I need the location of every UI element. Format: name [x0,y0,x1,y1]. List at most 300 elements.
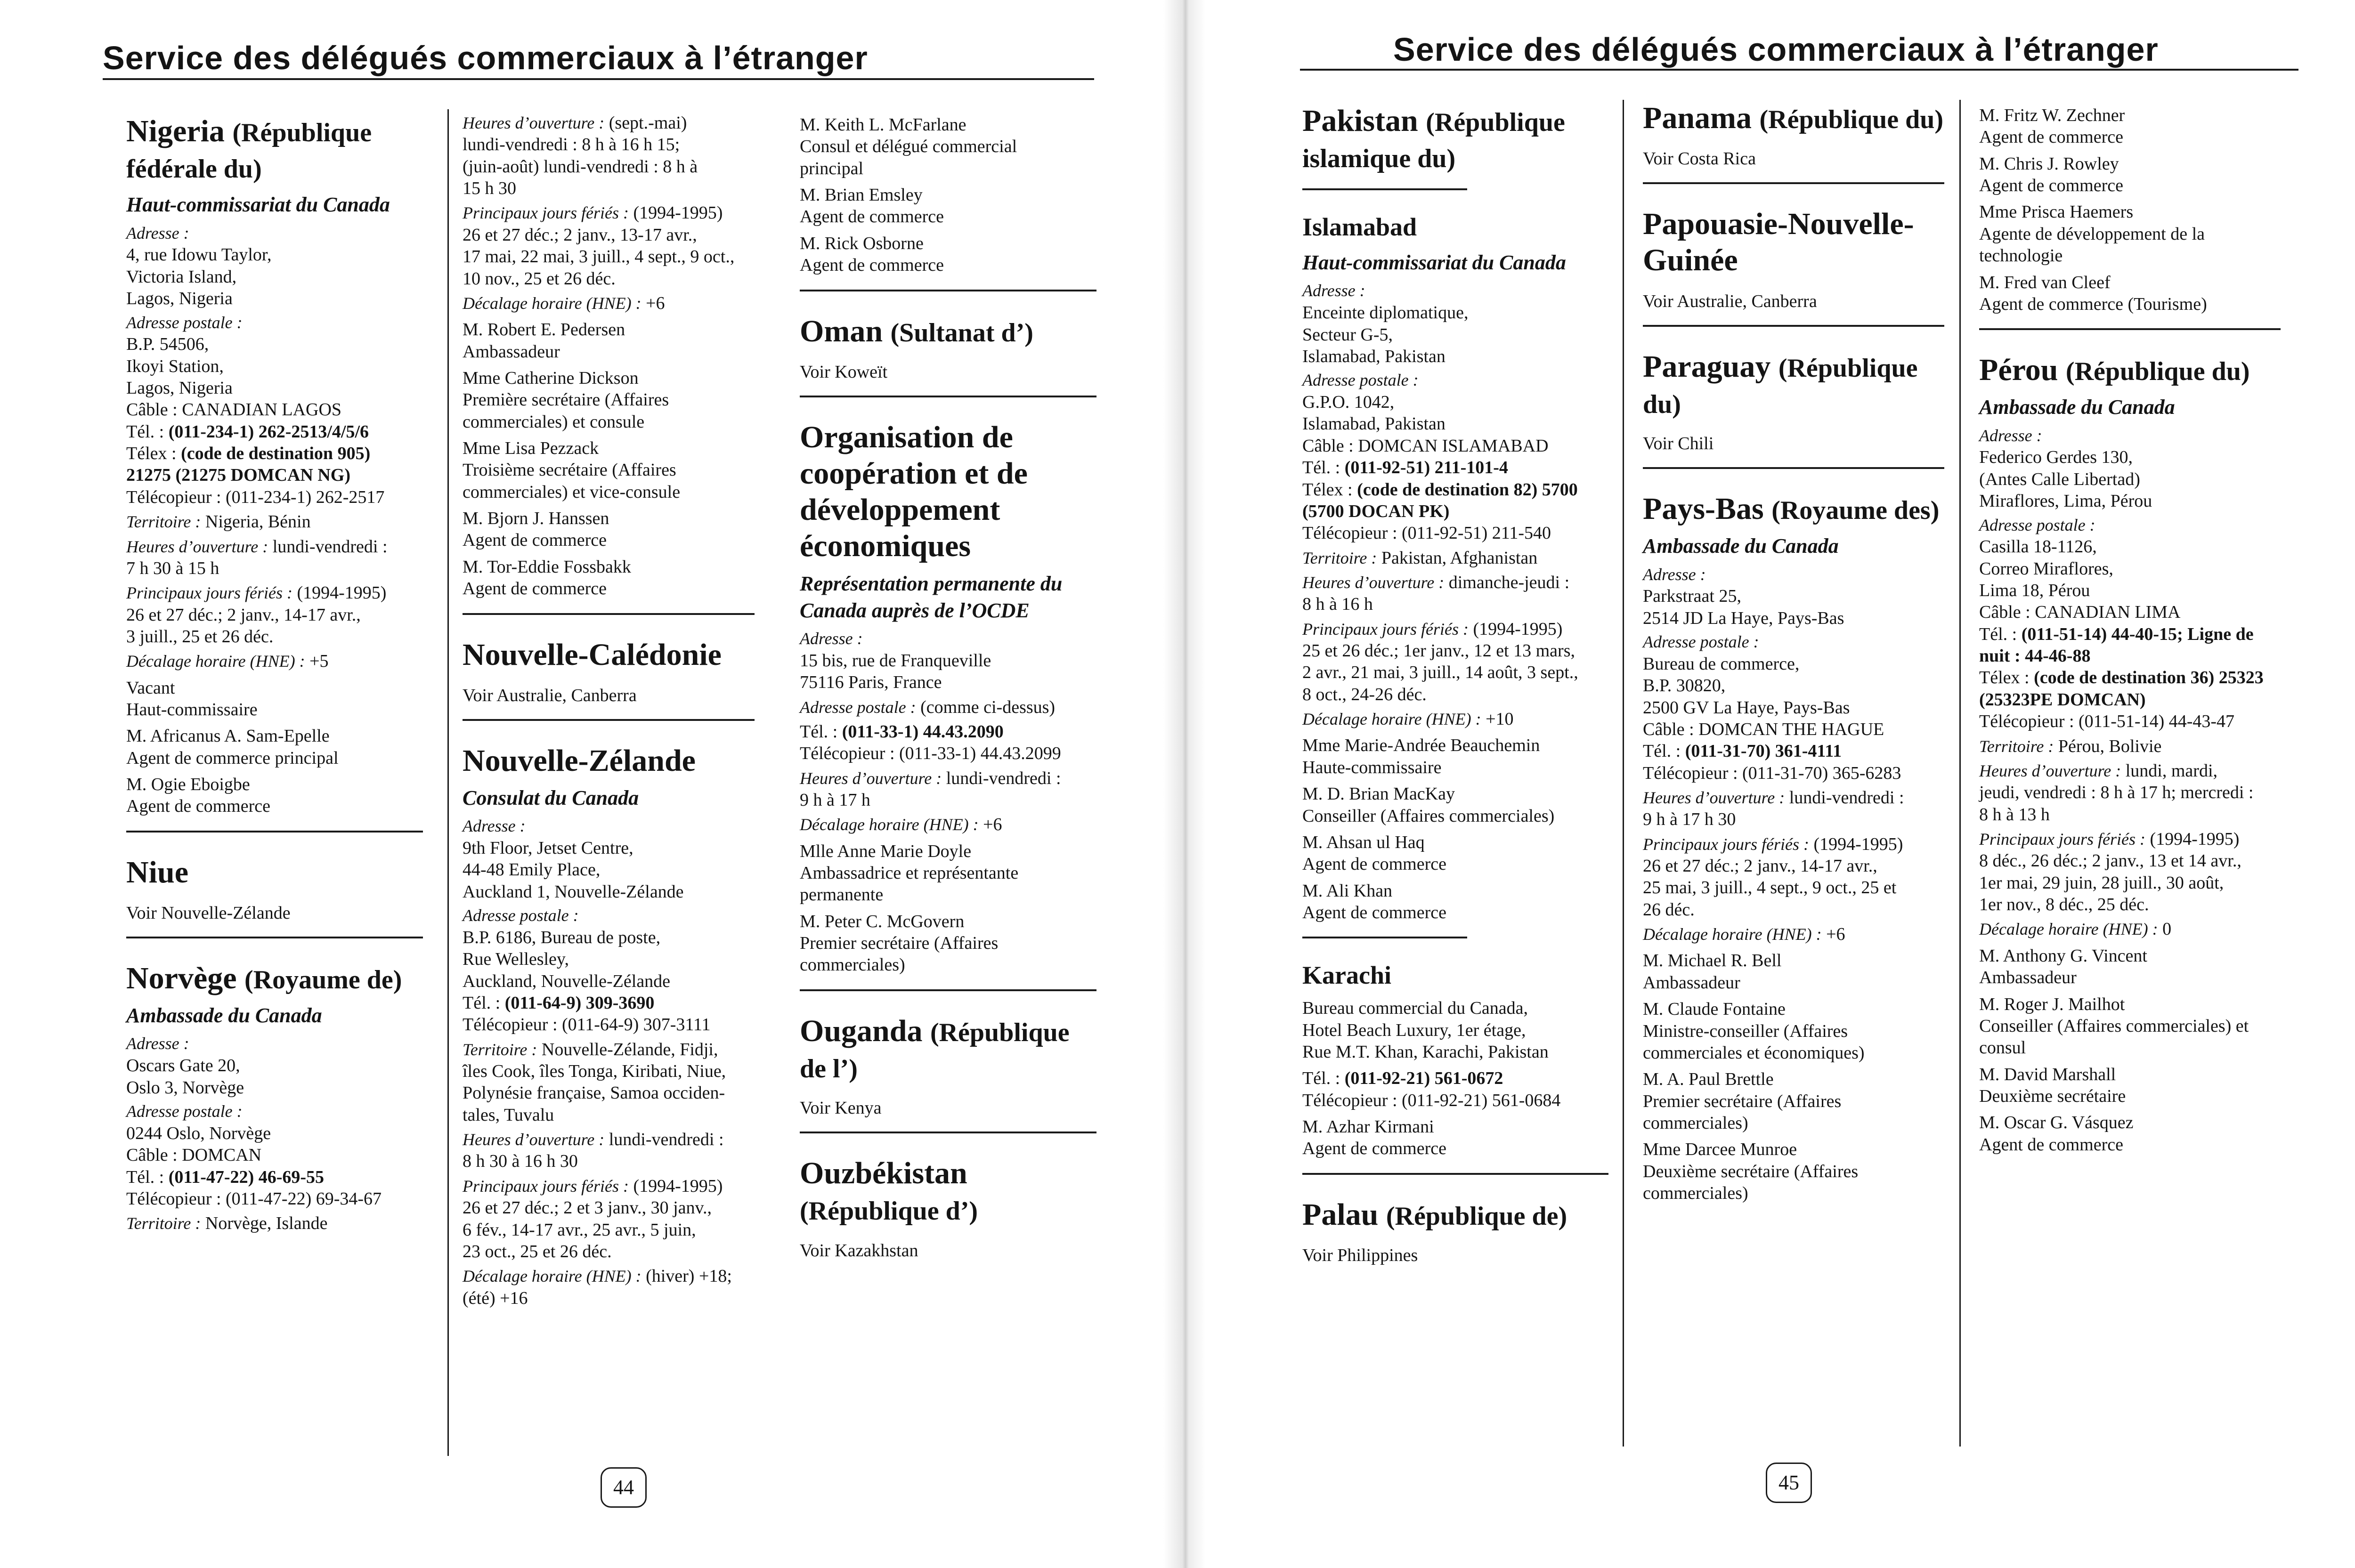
staff-member [1302,783,1608,827]
column [126,113,423,1237]
field-value: (1994-1995) 26 et 27 déc.; 2 et 3 janv., 30 janv., 6 fév., 14-17 avr., 25 avr., 5 juin, 23 oct., 25 et 26 déc. [463,1176,723,1261]
staff-title: Agent de commerce [1979,1134,2123,1155]
contact-label: Tél. : [1302,1068,1340,1089]
staff-name: M. Oscar G. Vásquez [1979,1113,2134,1133]
field-value: 15 bis, rue de Franqueville 75116 Paris, France [800,650,991,693]
country-name: Pakistan [1302,104,1418,138]
cross-reference: Voir Nouvelle-Zélande [126,903,291,923]
field-label: Principaux jours fériés : [126,583,292,603]
staff-title: Deuxième secrétaire [1979,1086,2126,1106]
staff-member [1302,880,1608,924]
staff-title: Agent de commerce [1302,903,1446,922]
contact-value: (011-64-9) 309-3690 [504,993,655,1013]
staff-name: M. Ahsan ul Haq [1302,832,1425,852]
contact-value: (011-33-1) 44.43.2090 [842,721,1004,742]
field-value: dimanche-jeudi : 8 h à 16 h [1302,572,1570,614]
contact-line [1302,1067,1608,1089]
country-title [1643,100,1944,136]
contact-line [1302,457,1608,478]
country-title [1302,1196,1608,1233]
staff-member [1979,1064,2281,1107]
mission-name: Représentation permanente du Canada auprès de l’OCDE [800,572,1063,622]
staff-name: M. Robert E. Pedersen [463,320,625,340]
contact-label: Télécopieur : [1302,523,1397,543]
contact-label: Télécopieur : [126,487,221,507]
contact-line [800,721,1096,743]
staff-name: Mme Marie-Andrée Beauchemin [1302,736,1540,756]
country-name: Nigeria [126,114,225,148]
contact-value: DOMCAN [182,1145,262,1165]
directory-entry [1979,105,2281,315]
field-value: lundi-vendredi : 8 h 30 à 16 h 30 [463,1130,724,1172]
contact-value: DOMCAN THE HAGUE [1698,719,1884,739]
column [1643,100,1944,1209]
contact-label: Télécopieur : [1302,1090,1397,1110]
staff-title: Conseiller (Affaires commerciales) et consul [1979,1016,2249,1058]
country-qualifier: (République de l’) [800,1018,1070,1084]
field-label: Adresse : [126,1034,189,1053]
country-title [800,419,1096,565]
field-value: +10 [1486,709,1514,729]
field-label: Heures d’ouverture : [1302,573,1445,592]
section-rule [800,1132,1096,1133]
staff-name: M. Rick Osborne [800,233,924,253]
field-value: Nigeria, Bénin [205,512,311,532]
staff-member [1979,153,2281,197]
staff-name: Mme Lisa Pezzack [463,438,599,459]
contact-value: (011-92-51) 211-101-4 [1344,458,1508,478]
staff-title: Agente de développement de la technologie [1979,224,2205,266]
staff-title: Agent de commerce [800,255,944,275]
contact-label: Câble : [1302,436,1354,456]
field-line [463,1175,755,1262]
directory-entry [463,719,755,1309]
mission-name: Ambassade du Canada [1643,534,1839,558]
contact-label: Câble : [126,1145,178,1165]
contact-value: CANADIAN LAGOS [182,400,342,420]
staff-member [463,437,755,503]
staff-name: M. Fritz W. Zechner [1979,105,2125,125]
mission-name: Consulat du Canada [463,786,639,809]
section-rule [126,937,423,938]
staff-title: Troisième secrétaire (Affaires commerciales) et vice-consule [463,460,681,502]
directory-entry [1302,1173,1608,1266]
field-value: Casilla 18-1126, Correo Miraflores, Lima 18, Pérou [1979,537,2113,601]
header-rule [1300,69,2298,71]
field-value: lundi-vendredi : 7 h 30 à 15 h [126,536,388,578]
staff-member [1302,1116,1608,1160]
section-rule [1302,937,1467,938]
staff-title: Ministre-conseiller (Affaires commerciales et économiques) [1643,1021,1865,1063]
country-name: Panama [1643,101,1752,135]
country-qualifier: (République de) [1386,1201,1567,1231]
contact-label: Télécopieur : [1979,711,2074,732]
contact-line [1643,740,1944,762]
field-line [463,292,755,314]
field-label: Principaux jours fériés : [463,203,629,223]
field-label: Heures d’ouverture : [800,768,942,788]
field-label: Heures d’ouverture : [1643,788,1785,807]
country-qualifier: (Royaume de) [244,965,402,995]
staff-name: M. David Marshall [1979,1064,2116,1084]
field-line [126,1212,423,1234]
country-qualifier: (République d’) [800,1196,978,1226]
country-title [126,113,423,186]
field-value: lundi, mardi, jeudi, vendredi : 8 h à 17 h; mercredi : 8 h à 13 h [1979,760,2254,824]
country-qualifier: (Royaume des) [1771,496,1940,525]
section-rule [463,613,755,615]
field-label: Décalage horaire (HNE) : [463,1267,642,1286]
country-name: Organisation de coopération et de développement économiques [800,420,1028,564]
city-title: Islamabad [1302,213,1417,242]
field-line [1643,833,1944,921]
staff-member [1979,1112,2281,1156]
country-name: Oman [800,314,883,348]
staff-title: Agent de commerce [126,796,270,816]
contact-value: (011-92-51) 211-540 [1402,523,1551,543]
field-line [463,202,755,289]
country-title [463,743,755,779]
field-line [1302,708,1608,730]
country-title [463,637,755,673]
city-title: Karachi [1302,961,1391,990]
staff-member [126,725,423,769]
field-label: Territoire : [1302,548,1377,567]
field-label: Décalage horaire (HNE) : [463,293,642,313]
staff-name: M. D. Brian MacKay [1302,784,1455,804]
contact-value: (011-31-70) 365-6283 [1742,763,1901,783]
contact-value: (011-51-14) 44-43-47 [2079,711,2235,732]
field-value: (1994-1995) 26 et 27 déc.; 2 janv., 14-17 avr., 3 juill., 25 et 26 déc. [126,583,387,647]
page-number: 44 [601,1467,647,1508]
contact-line [463,992,755,1014]
field-value: 0244 Oslo, Norvège [126,1123,271,1143]
directory-entry [800,114,1096,276]
staff-title: Agent de commerce (Tourisme) [1979,294,2207,314]
country-name: Palau [1302,1197,1379,1232]
contact-label: Tél. : [1643,741,1681,761]
field-label: Décalage horaire (HNE) : [1979,920,2158,939]
country-title [800,1013,1096,1085]
field-value: Pérou, Bolivie [2058,736,2162,756]
column [800,109,1096,1269]
staff-title: Ambassadeur [463,341,560,362]
field-line [800,814,1096,835]
staff-title: Agent de commerce [463,579,607,599]
staff-title: Agent de commerce principal [126,748,339,768]
section-rule [1643,182,1944,184]
mission-name: Ambassade du Canada [1979,396,2175,419]
country-title [126,854,423,890]
contact-value: (011-234-1) 262-2517 [226,487,385,507]
country-name: Pays-Bas [1643,492,1764,526]
field-value: Nouvelle-Zélande, Fidji, îles Cook, îles Tonga, Kiribati, Niue, Polynésie française, Samoa occiden- tales, Tuvalu [463,1039,726,1125]
country-title [1979,352,2281,388]
field-label: Adresse : [1302,281,1365,300]
field-value: Federico Gerdes 130, (Antes Calle Libertad) Miraflores, Lima, Pérou [1979,447,2152,511]
staff-name: Mme Prisca Haemers [1979,202,2134,222]
contact-label: Tél. : [126,421,164,442]
field-value: +6 [983,815,1002,835]
staff-member [1643,1068,1944,1134]
field-line [463,1129,755,1172]
staff-member [126,677,423,721]
staff-member [1643,950,1944,994]
field-label: Heures d’ouverture : [463,1130,605,1149]
staff-title: Agent de commerce [463,530,607,550]
field-label: Adresse postale : [126,313,243,332]
directory-entry [463,613,755,706]
directory-entry [1302,103,1608,175]
contact-line [1302,479,1608,523]
field-label: Territoire : [126,1214,201,1233]
country-name: Paraguay [1643,349,1771,384]
staff-title: Conseiller (Affaires commerciales) [1302,806,1555,826]
directory-entry [1302,937,1608,1159]
staff-title: Premier secrétaire (Affaires commerciales) [1643,1091,1842,1133]
field-line [1979,736,2281,757]
contact-value: (011-92-21) 561-0672 [1344,1068,1503,1089]
staff-name: M. Keith L. McFarlane [800,115,966,135]
field-line [463,1265,755,1309]
field-value: Pakistan, Afghanistan [1381,548,1538,568]
field-value: Enceinte diplomatique, Secteur G-5, Islamabad, Pakistan [1302,303,1469,366]
staff-name: Mme Catherine Dickson [463,368,639,388]
contact-label: Câble : [1979,602,2030,622]
cross-reference: Voir Kenya [800,1098,882,1118]
field-label: Décalage horaire (HNE) : [126,652,305,671]
staff-name: M. Peter C. McGovern [800,911,965,931]
field-line [1643,787,1944,831]
country-qualifier: (République du) [1759,105,1944,134]
contact-value: DOMCAN ISLAMABAD [1358,436,1549,456]
column [1979,100,2281,1160]
staff-title: Ambassadrice et représentante permanente [800,863,1019,905]
country-qualifier: (République islamique du) [1302,108,1565,174]
contact-line [1979,711,2281,732]
staff-name: M. Chris J. Rowley [1979,154,2119,174]
staff-name: M. Fred van Cleef [1979,272,2111,292]
contact-value: (011-64-9) 307-3111 [562,1015,711,1035]
staff-title: Deuxième secrétaire (Affaires commerciales) [1643,1161,1859,1204]
contact-label: Tél. : [1979,624,2017,644]
field-line [126,536,423,580]
staff-title: Agent de commerce [1979,176,2123,196]
cross-reference: Voir Chili [1643,434,1714,454]
field-value: (1994-1995) 25 et 26 déc.; 1er janv., 12 et 13 mars, 2 avr., 21 mai, 3 juill., 14 août, 3 sept., 8 oct., 24-26 déc. [1302,619,1578,704]
contact-value: (011-33-1) 44.43.2099 [899,744,1061,764]
contact-label: Câble : [1643,719,1694,739]
staff-member [800,841,1096,906]
contact-line [1979,667,2281,711]
contact-line [1643,719,1944,740]
field-value: (hiver) +18; (été) +16 [463,1266,732,1308]
column-divider [1623,100,1624,1447]
directory-entry [126,831,423,923]
staff-name: M. Roger J. Mailhot [1979,994,2125,1014]
contact-value: (011-31-70) 361-4111 [1685,741,1842,761]
staff-name: Mme Darcee Munroe [1643,1140,1797,1160]
staff-member [463,367,755,433]
contact-line [1643,762,1944,784]
field-label: Principaux jours fériés : [1302,619,1469,639]
staff-title: Première secrétaire (Affaires commerciales) et consule [463,390,669,432]
field-value: 0 [2162,919,2172,939]
country-name: Norvège [126,961,237,996]
staff-member [1979,105,2281,148]
field-line [126,511,423,533]
country-title [1302,103,1608,175]
country-name: Pérou [1979,353,2058,388]
country-title [1643,206,1944,278]
staff-member [1979,272,2281,315]
contact-label: Tél. : [463,993,501,1013]
directory-entry [800,396,1096,976]
staff-name: M. Anthony G. Vincent [1979,946,2147,966]
contact-label: Télex : [1302,479,1353,500]
field-line [1979,828,2281,915]
country-qualifier: (République du) [2065,357,2250,387]
field-label: Adresse : [1643,565,1706,584]
section-rule [1979,328,2281,330]
field-value: (1994-1995) 8 déc., 26 déc.; 2 janv., 13 et 14 avr., 1er mai, 29 juin, 28 juill., 30 août, 1er nov., 8 déc., 25 déc. [1979,829,2241,915]
staff-name: M. A. Paul Brettle [1643,1069,1774,1090]
page-header: Service des délégués commerciaux à l’étranger [103,40,868,76]
staff-member [1302,832,1608,875]
office-address: Bureau commercial du Canada, Hotel Beach Luxury, 1er étage, Rue M.T. Khan, Karachi, Pakistan [1302,998,1549,1062]
country-name: Ouzbékistan [800,1156,967,1191]
country-qualifier: (République fédérale du) [126,118,372,184]
staff-name: M. Africanus A. Sam-Epelle [126,726,330,746]
contact-label: Télécopieur : [1643,763,1738,783]
section-rule [126,831,423,832]
staff-member [463,556,755,600]
contact-label: Télécopieur : [463,1015,558,1035]
field-label: Adresse : [800,629,863,648]
staff-name: M. Brian Emsley [800,185,923,205]
field-label: Adresse postale : [126,1101,243,1121]
mission-name: Ambassade du Canada [126,1004,322,1027]
field-line [1643,923,1944,945]
cross-reference: Voir Costa Rica [1643,149,1756,169]
contact-value: (011-47-22) 69-34-67 [226,1188,382,1209]
staff-name: M. Claude Fontaine [1643,999,1786,1019]
field-label: Territoire : [463,1040,537,1059]
page-header: Service des délégués commerciaux à l’étranger [1393,31,2159,68]
field-label: Décalage horaire (HNE) : [800,815,979,834]
field-value: B.P. 54506, Ikoyi Station, Lagos, Nigeria [126,334,233,398]
contact-label: Télex : [126,444,177,464]
field-value: 4, rue Idowu Taylor, Victoria Island, Lagos, Nigeria [126,245,272,309]
field-label: Heures d’ouverture : [1979,761,2121,780]
staff-member [1302,735,1608,778]
field-label: Décalage horaire (HNE) : [1302,710,1481,729]
staff-title: Agent de commerce [1302,854,1446,874]
country-name: Papouasie-Nouvelle-Guinée [1643,207,1914,278]
section-rule [1643,325,1944,327]
field-label: Adresse : [1979,426,2042,445]
staff-name: M. Ali Khan [1302,881,1393,901]
contact-label: Télécopieur : [800,744,895,764]
staff-title: Ambassadeur [1643,972,1740,993]
contact-value: (code de destination 36) 25323 (25323PE DOMCAN) [1979,668,2264,710]
column-divider [447,109,449,1456]
staff-title: Agent de commerce [1302,1139,1446,1159]
field-line [1302,572,1608,615]
contact-label: Télécopieur : [126,1188,221,1209]
staff-name: M. Tor-Eddie Fossbakk [463,557,631,577]
contact-line [126,1166,423,1188]
column [463,109,755,1312]
field-line [463,1039,755,1126]
field-label: Adresse postale : [1979,515,2095,534]
field-value: (comme ci-dessus) [920,697,1056,717]
contact-line [800,743,1096,764]
field-value: lundi-vendredi : 9 h à 17 h 30 [1643,787,1904,830]
field-line [126,650,423,672]
field-value: Norvège, Islande [205,1213,328,1234]
directory-entry [1643,100,1944,169]
field-value: (sept.-mai) lundi-vendredi : 8 h à 16 h 15; (juin-août) lundi-vendredi : 8 h à 15 h 30 [463,113,698,199]
field-value: +6 [646,293,665,313]
country-name: Nouvelle-Zélande [463,743,696,778]
staff-title: Ambassadeur [1979,968,2077,988]
directory-entry [1979,328,2281,1156]
staff-member [1643,998,1944,1064]
directory-entry [1643,325,1944,454]
section-rule [800,989,1096,991]
field-value: +6 [1826,924,1845,945]
contact-label: Tél. : [800,721,838,742]
field-line [1302,547,1608,569]
staff-member [1643,1139,1944,1204]
section-rule [1643,467,1944,469]
country-name: Nouvelle-Calédonie [463,637,722,672]
staff-member [800,233,1096,276]
directory-entry [126,113,423,817]
cross-reference: Voir Australie, Canberra [1643,291,1817,311]
section-rule [1302,1173,1608,1175]
staff-name: M. Michael R. Bell [1643,951,1782,971]
mission-name: Haut-commissariat du Canada [1302,251,1566,275]
staff-name: M. Bjorn J. Hanssen [463,509,609,529]
field-label: Adresse postale : [463,906,579,925]
staff-name: Mlle Anne Marie Doyle [800,841,972,861]
staff-member [800,114,1096,179]
contact-label: Télex : [1979,668,2030,688]
field-label: Adresse postale : [1643,632,1759,652]
country-qualifier: (Sultanat d’) [890,318,1033,348]
directory-entry [800,989,1096,1118]
contact-value: (code de destination 905) 21275 (21275 DOMCAN NG) [126,444,371,485]
field-label: Principaux jours fériés : [1643,834,1809,854]
right-page [1187,0,2355,1568]
contact-value: (011-47-22) 46-69-55 [168,1167,325,1187]
field-line [1302,618,1608,705]
contact-line [126,1188,423,1210]
staff-member [1979,201,2281,267]
staff-title: Haut-commissaire [126,700,258,720]
contact-line [1979,623,2281,667]
field-line [800,696,1096,718]
contact-line [1302,522,1608,544]
field-label: Heures d’ouverture : [126,537,268,556]
field-line [463,112,755,199]
field-value: (1994-1995) 26 et 27 déc.; 2 janv., 14-17 avr., 25 mai, 3 juill., 4 sept., 9 oct., 25 et 26 déc. [1643,834,1903,920]
directory-entry [1643,182,1944,311]
field-value: +5 [309,651,329,671]
column-divider [1959,100,1961,1447]
